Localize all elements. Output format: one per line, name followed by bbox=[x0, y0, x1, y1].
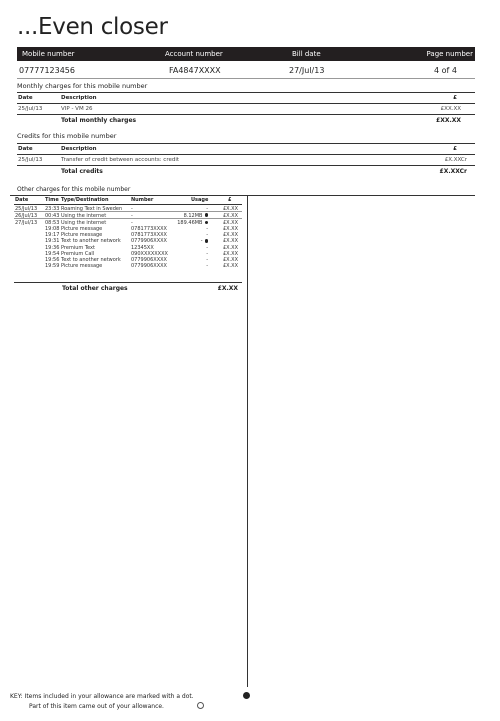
row-usage: - bbox=[206, 232, 208, 239]
row-date: 25/Jul/13 bbox=[15, 205, 38, 212]
row-type: Premium Call bbox=[61, 250, 95, 257]
row-date: 25/Jul/13 bbox=[18, 156, 43, 163]
credits-total-row bbox=[17, 165, 475, 176]
monthly-total-row bbox=[17, 114, 475, 125]
usage-value: - bbox=[200, 238, 203, 245]
row-date: 27/Jul/13 bbox=[15, 219, 38, 226]
col-amount: £ bbox=[453, 94, 457, 101]
row-description: Transfer of credit between accounts: credit bbox=[61, 156, 180, 163]
table-row bbox=[14, 205, 242, 212]
total-label: Total monthly charges bbox=[61, 116, 137, 124]
row-type: Picture message bbox=[61, 232, 103, 239]
allowance-dot-icon bbox=[205, 239, 209, 243]
other-charges-table bbox=[14, 196, 242, 269]
row-usage: - bbox=[206, 244, 208, 251]
page-number-value: 4 of 4 bbox=[434, 66, 457, 75]
row-time: 19:31 bbox=[45, 238, 60, 245]
total-label: Total credits bbox=[61, 167, 103, 175]
mobile-number-label: Mobile number bbox=[22, 50, 75, 58]
col-description: Description bbox=[61, 94, 97, 101]
row-amount: £X.XX bbox=[222, 205, 238, 212]
row-amount: £XX.XX bbox=[440, 105, 461, 112]
col-time: Time bbox=[45, 196, 59, 203]
mobile-number-value: 07777123456 bbox=[19, 66, 75, 75]
row-number: 0779906XXXX bbox=[131, 257, 167, 263]
row-amount: £X.XXCr bbox=[444, 156, 467, 163]
row-number: - bbox=[131, 205, 133, 212]
total-label: Total other charges bbox=[62, 285, 128, 292]
row-time: 00:43 bbox=[45, 212, 60, 219]
row-usage: - bbox=[206, 205, 208, 212]
key-line-1: Items included in your allowance are marked with a dot. bbox=[24, 693, 194, 700]
row-number: 0781773XXXX bbox=[131, 226, 167, 233]
table-header bbox=[17, 143, 475, 155]
row-type: Roaming Text in Sweden bbox=[61, 205, 123, 212]
row-number: 0779906XXXX bbox=[131, 238, 167, 245]
bill-date-value: 27/Jul/13 bbox=[289, 66, 325, 75]
bill-date-label: Bill date bbox=[292, 50, 321, 58]
key-label: KEY: bbox=[10, 693, 23, 700]
row-amount: £X.XX bbox=[222, 232, 238, 239]
allowance-dot-icon bbox=[205, 213, 209, 217]
col-number: Number bbox=[131, 196, 154, 203]
row-number: 0779906XXXX bbox=[131, 263, 167, 270]
allowance-dot-icon bbox=[205, 221, 209, 225]
row-amount: £X.XX bbox=[222, 219, 238, 226]
row-amount: £X.XX bbox=[222, 226, 238, 233]
row-amount: £X.XX bbox=[222, 238, 238, 245]
monthly-charges-title: Monthly charges for this mobile number bbox=[17, 82, 148, 90]
table-header bbox=[17, 92, 475, 104]
row-amount: £X.XX bbox=[222, 212, 238, 219]
table-row bbox=[14, 212, 242, 219]
row-type: Using the internet bbox=[61, 219, 107, 226]
page-title: ...Even closer bbox=[17, 14, 168, 40]
monthly-charges-table bbox=[17, 92, 475, 125]
col-amount: £ bbox=[228, 196, 232, 203]
table-row bbox=[14, 263, 242, 269]
row-number: - bbox=[131, 219, 133, 226]
other-charges-total-row bbox=[14, 282, 242, 293]
row-time: 19:36 bbox=[45, 244, 60, 251]
row-number: 12345XX bbox=[131, 244, 154, 251]
row-time: 19:56 bbox=[45, 257, 60, 263]
credits-title: Credits for this mobile number bbox=[17, 132, 117, 140]
table-row bbox=[17, 104, 475, 114]
col-usage: Usage bbox=[191, 196, 209, 203]
usage-value: 189.46MB bbox=[177, 219, 203, 226]
row-time: 19:59 bbox=[45, 263, 60, 270]
credits-table bbox=[17, 143, 475, 176]
other-charges-title: Other charges for this mobile number bbox=[17, 186, 131, 193]
row-usage bbox=[184, 213, 208, 219]
row-time: 19:17 bbox=[45, 232, 60, 239]
row-type: Picture message bbox=[61, 263, 103, 270]
row-usage: - bbox=[206, 263, 208, 270]
row-number: - bbox=[131, 212, 133, 219]
row-type: Using the internet bbox=[61, 212, 107, 219]
col-type: Type/Destination bbox=[61, 196, 109, 203]
row-amount: £X.XX bbox=[222, 257, 238, 263]
row-amount: £X.XX bbox=[222, 263, 238, 270]
account-header-bar bbox=[17, 47, 475, 61]
total-value: £XX.XX bbox=[436, 116, 461, 124]
row-amount: £X.XX bbox=[222, 250, 238, 257]
row-type: Text to another network bbox=[61, 257, 121, 263]
account-number-label: Account number bbox=[165, 50, 223, 58]
key-legend bbox=[10, 692, 194, 712]
key-line-2: Part of this item came out of your allowance. bbox=[29, 703, 164, 710]
row-number: 090XXXXXXXX bbox=[131, 250, 168, 257]
usage-value: 8.12MB bbox=[183, 212, 203, 219]
account-number-value: FA4847XXXX bbox=[169, 66, 221, 75]
row-time: 19:54 bbox=[45, 250, 60, 257]
row-type: Picture message bbox=[61, 226, 103, 233]
row-date: 26/Jul/13 bbox=[15, 212, 38, 219]
page-number-label: Page number bbox=[426, 50, 473, 58]
row-type: Premium Text bbox=[61, 244, 95, 251]
account-header-values bbox=[17, 64, 475, 79]
row-time: 23:33 bbox=[45, 205, 60, 212]
row-usage: - bbox=[206, 257, 208, 263]
col-date: Date bbox=[18, 145, 33, 152]
row-type: Text to another network bbox=[61, 238, 121, 245]
allowance-dot-icon bbox=[243, 692, 250, 699]
row-time: 19:08 bbox=[45, 226, 60, 233]
row-usage: - bbox=[206, 226, 208, 233]
row-usage: - bbox=[206, 250, 208, 257]
row-amount: £X.XX bbox=[222, 244, 238, 251]
row-number: 0781773XXXX bbox=[131, 232, 167, 239]
table-header bbox=[14, 196, 242, 205]
row-date: 25/Jul/13 bbox=[18, 105, 43, 112]
table-row bbox=[17, 155, 475, 165]
col-description: Description bbox=[61, 145, 97, 152]
row-time: 08:53 bbox=[45, 219, 60, 226]
col-amount: £ bbox=[453, 145, 457, 152]
partial-allowance-ring-icon bbox=[197, 702, 204, 709]
column-divider bbox=[247, 195, 248, 687]
col-date: Date bbox=[18, 94, 33, 101]
total-value: £X.XX bbox=[217, 285, 238, 292]
col-date: Date bbox=[15, 196, 29, 203]
row-description: VIP - VM 26 bbox=[61, 105, 93, 112]
total-value: £X.XXCr bbox=[439, 167, 467, 175]
